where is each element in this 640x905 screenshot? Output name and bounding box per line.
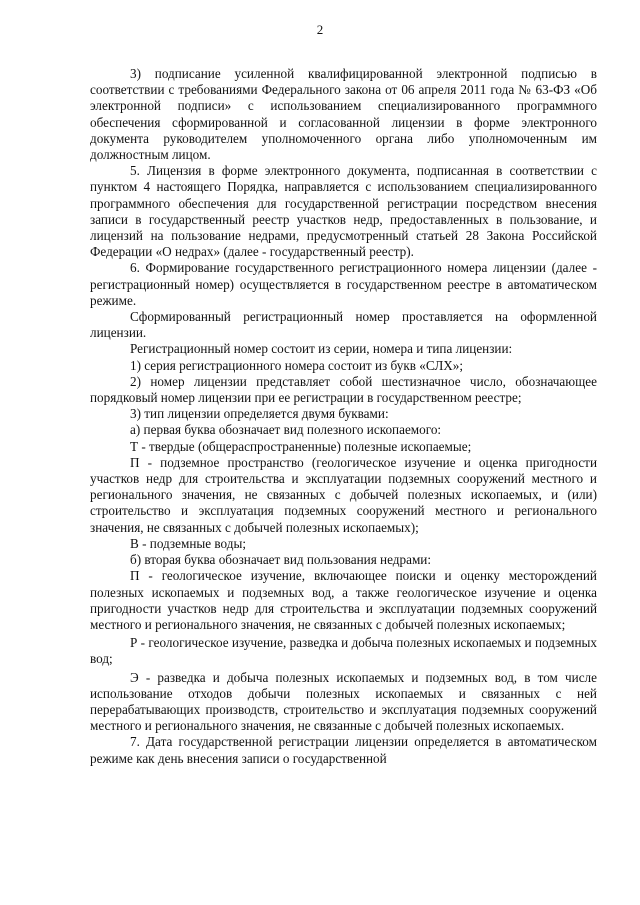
paragraph-number-structure: Регистрационный номер состоит из серии, номера и типа лицензии: — [130, 341, 513, 357]
paragraph-type-v: В - подземные воды; — [130, 535, 246, 551]
paragraph-7: 7. Дата государственной регистрации лицензии определяется в автоматическом режиме как день внесения записи о государственной — [90, 734, 597, 766]
paragraph-6: 6. Формирование государственного регистрационного номера лицензии (далее - регистрационный номер) осуществляется в государственном реестре в автоматическом режиме. — [90, 260, 597, 308]
document-body — [90, 66, 597, 767]
paragraph-type-p-space: П - подземное пространство (геологическое изучение и оценка пригодности участков недр для строительства и эксплуатации подземных сооружений местного и регионального значения, не связанных с добычей полезных ископаемых, и (или) строительство и эксплуатация подземных сооружений местного и регионального значения, не связанных с добычей полезных ископаемых); — [90, 454, 597, 535]
paragraph-type-t: Т - твердые (общераспространенные) полезные ископаемые; — [130, 438, 472, 454]
paragraph-series: 1) серия регистрационного номера состоит из букв «СЛХ»; — [130, 357, 464, 373]
paragraph-number: 2) номер лицензии представляет собой шестизначное число, обозначающее порядковый номер лицензии при ее регистрации в государственном реестре; — [90, 373, 597, 406]
paragraph-use-e: Э - разведка и добыча полезных ископаемых и подземных вод, в том числе использование отходов добычи полезных ископаемых и связанных с ней перерабатывающих производств, строительство и эксплуатация подземных сооружений местного и регионального значения, не связанные с добычей полезных ископаемых. — [90, 669, 597, 734]
paragraph-type: 3) тип лицензии определяется двумя буквами: — [130, 406, 389, 422]
paragraph-use-r: Р - геологическое изучение, разведка и добыча полезных ископаемых и подземных вод; — [90, 635, 597, 667]
paragraph-second-letter: б) вторая буква обозначает вид пользования недрами: — [130, 552, 432, 568]
paragraph-formed-number: Сформированный регистрационный номер проставляется на оформленной лицензии. — [90, 309, 597, 341]
paragraph-first-letter: а) первая буква обозначает вид полезного ископаемого: — [130, 422, 442, 438]
page-number: 2 — [316, 22, 324, 37]
paragraph-5: 5. Лицензия в форме электронного документа, подписанная в соответствии с пунктом 4 настоящего Порядка, направляется с использованием специализированного программного обеспечения для государственной регистрации посредством внесения записи в государственный реестр участков недр, предоставленных в пользование, и лицензий на пользование недрами, предусмотренный статьей 28 Закона Российской Федерации «О недрах» (далее - государственный реестр). — [90, 163, 597, 260]
paragraph-use-p: П - геологическое изучение, включающее поиски и оценку месторождений полезных ископаемых и подземных вод, а также геологическое изучение и оценка пригодности участков недр для строительства и эксплуатации подземных сооружений местного и регионального значения, не связанных с добычей полезных ископаемых; — [90, 568, 597, 632]
paragraph-item-3: 3) подписание усиленной квалифицированной электронной подписью в соответствии с требованиями Федерального закона от 06 апреля 2011 года № 63-ФЗ «Об электронной подписи» с использованием специализированного программного обеспечения сформированной и согласованной лицензии в форме электронного документа руководителем уполномоченного органа либо уполномоченным им должностным лицом. — [90, 66, 597, 163]
